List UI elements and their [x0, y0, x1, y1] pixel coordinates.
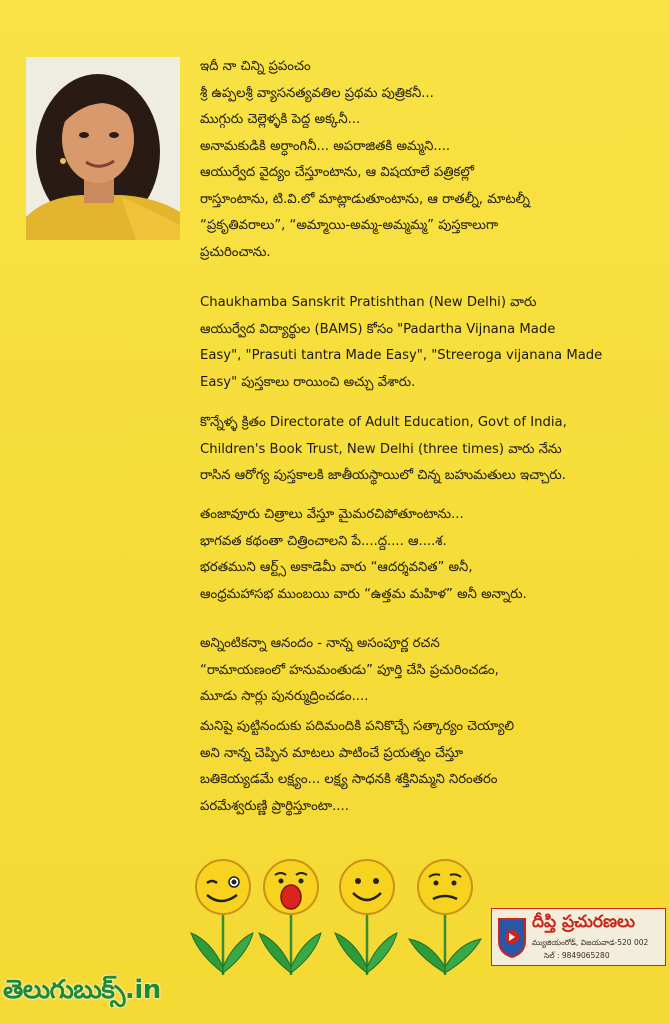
awards-line: కొన్నేళ్ళ క్రితం Directorate of Adult Education, Govt of India,: [200, 415, 567, 430]
art-line: భరతముని ఆర్ట్స్ అకాడెమీ వారు “ఆదర్శవనిత” అనీ,: [200, 560, 473, 575]
author-portrait-icon: [26, 57, 180, 240]
publications-line: Chaukhamba Sanskrit Pratishthan (New Delhi) వారు: [200, 295, 537, 310]
art-line: భాగవత కథంతా చిత్రించాలని పే....ద్ద.... ఆ....శ.: [200, 533, 447, 549]
awards-paragraph: [200, 410, 640, 490]
art-paragraph: [200, 502, 640, 608]
intro-line: “ప్రకృతివరాలు”, “అమ్మాయి-అమ్మ-అమ్మమ్మ” పుస్తకాలుగా: [200, 218, 499, 233]
intro-line: ఆయుర్వేద వైద్యం చేస్తూంటాను, ఆ విషయాలే పత్రికల్లో: [200, 165, 474, 180]
awards-line: రాసిన ఆరోగ్య పుస్తకాలకి జాతీయస్థాయిలో చిన్న బహుమతులు ఇచ్చారు.: [200, 468, 566, 483]
publisher-shield-logo-icon: [496, 915, 528, 959]
aspiration-line: బతికెయ్యడమే లక్ష్యం... లక్ష్య సాధనకి శక్తినిమ్మని నిరంతరం: [200, 772, 498, 787]
publications-line: Easy", "Prasuti tantra Made Easy", "Streeroga vijanana Made: [200, 348, 603, 363]
intro-line: ఇదీ నా చిన్ని ప్రపంచం: [200, 59, 311, 74]
aspiration-line: అని నాన్న చెప్పిన మాటలు పాటించే ప్రయత్నం చేస్తూ: [200, 745, 464, 761]
awards-line: Children's Book Trust, New Delhi (three times) వారు నేను: [200, 441, 562, 457]
publications-line: ఆయుర్వేద విద్యార్థుల (BAMS) కోసం "Padartha Vijnana Made: [200, 321, 556, 337]
surprised-smiley-flower-icon: [253, 855, 329, 980]
intro-line: శ్రీ ఉప్పలశ్రీ వ్యాసనత్యవతిల ప్రథమ పుత్రికనీ...: [200, 85, 434, 101]
publications-line: Easy" పుస్తకాలు రాయించి అచ్చు వేశారు.: [200, 374, 416, 390]
publisher-phone: సెల్ : 9849065280: [544, 951, 610, 960]
author-photo: [26, 57, 180, 240]
publisher-address: మ్యుజియంరోడ్, విజయవాడ-520 002: [532, 938, 649, 947]
joy-line: మూడు సార్లు పునర్ముద్రించడం....: [200, 689, 369, 704]
art-line: ఆంధ్రమహాసభ ముంబయి వారు “ఉత్తమ మహిళ” అనీ అన్నారు.: [200, 586, 527, 602]
aspiration-line: పరమేశ్వరుణ్ణి ప్రార్థిస్తూంటా....: [200, 798, 349, 814]
art-line: తంజావూరు చిత్రాలు వేస్తూ మైమరచిపోతూంటాను...: [200, 507, 464, 522]
intro-line: రాస్తూంటాను, టి.వి.లో మాట్లాడుతూంటాను, ఆ రాతల్నీ, మాటల్నీ: [200, 191, 530, 207]
intro-line: ప్రచురించాను.: [200, 244, 271, 260]
site-watermark: తెలుగుబుక్స్.in: [3, 975, 161, 1005]
publisher-name: దీప్తి ప్రచురణలు: [532, 912, 635, 932]
aspiration-line: మనిషై పుట్టినందుకు పదిమందికి పనికొచ్చే సత్కార్యం చెయ్యాలి: [200, 719, 515, 734]
intro-line: ముగ్గురు చెల్లెళ్ళకి పెద్ద అక్కనీ...: [200, 112, 361, 127]
publications-paragraph: [200, 290, 640, 396]
intro-paragraph: [200, 54, 640, 266]
joy-line: అన్నింటికన్నా ఆనందం - నాన్న అసంపూర్ణ రచన: [200, 636, 440, 651]
publisher-box: [491, 908, 666, 966]
joy-paragraph: [200, 631, 640, 711]
smiley-flowers: [185, 855, 485, 980]
happy-smiley-flower-icon: [329, 855, 405, 980]
winking-smiley-flower-icon: [185, 855, 261, 980]
intro-line: అనామకుడికి అర్ధాంగినీ... అపరాజితకి అమ్మని....: [200, 138, 451, 154]
worried-smiley-flower-icon: [407, 855, 483, 980]
joy-line: “రామాయణంలో హనుమంతుడు” పూర్తి చేసి ప్రచురించడం,: [200, 662, 499, 678]
aspiration-paragraph: [200, 714, 640, 820]
